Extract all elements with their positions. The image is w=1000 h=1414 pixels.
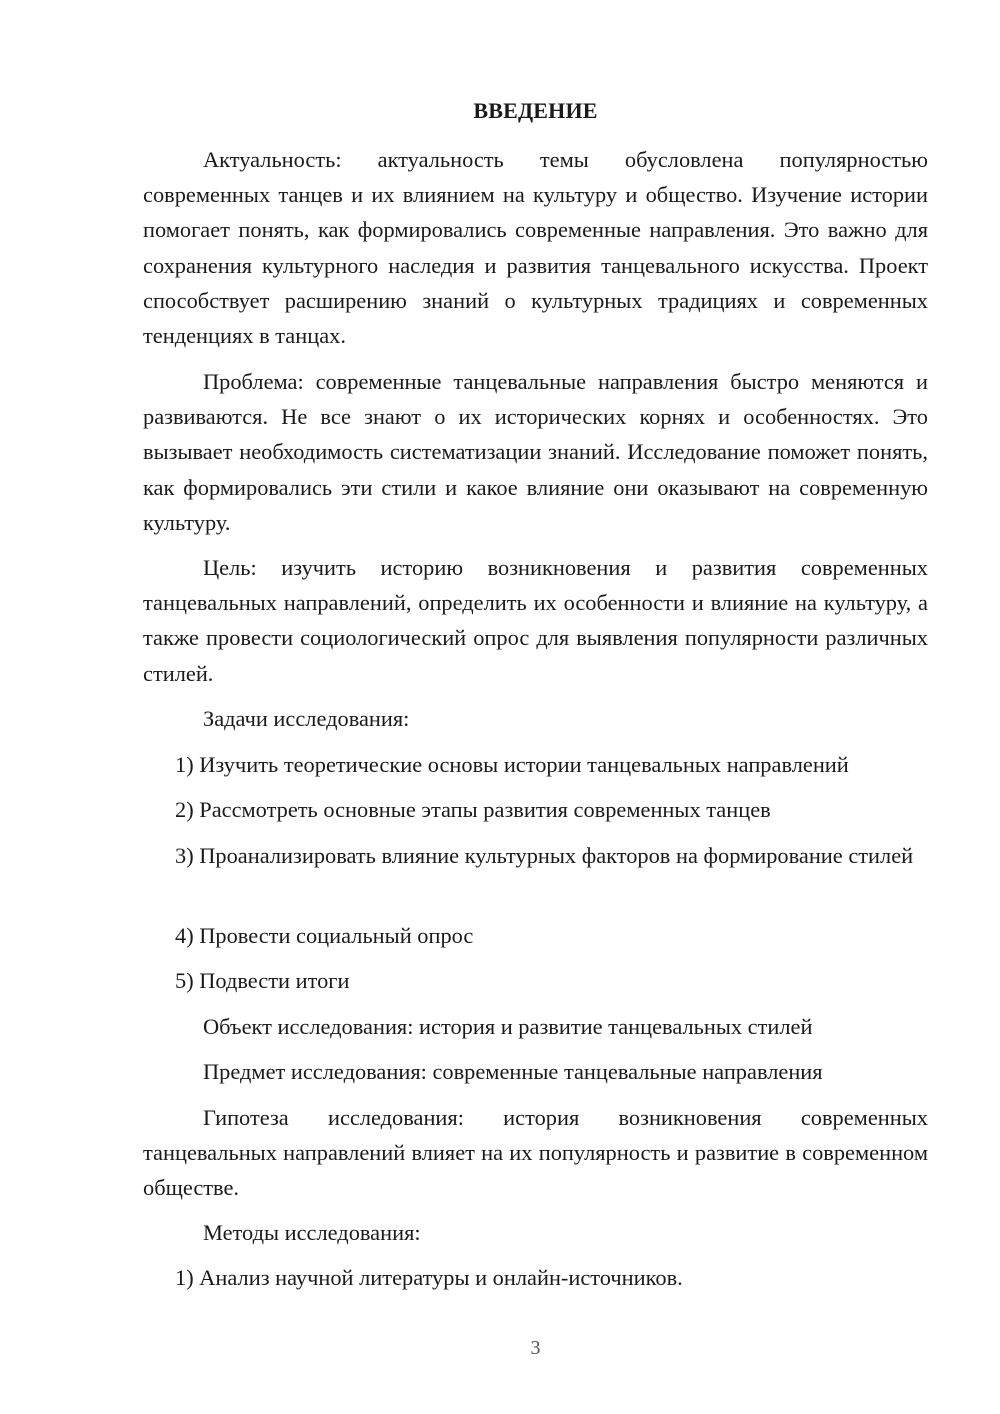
task-item-5: 5) Подвести итоги [175,968,350,993]
methods-heading: Методы исследования: [203,1220,421,1245]
document-page [143,0,928,1414]
paragraph-problem: Проблема: современные танцевальные направления быстро меняются и развиваются. Не все знают о их исторических корнях и особенностях. Это вызывает необходимость систематизации знаний. Исследование поможет понять, как формировались эти стили и какое влияние они оказывают на современную культуру. [143,369,928,535]
task-item-4: 4) Провести социальный опрос [175,923,474,948]
paragraph-relevance: Актуальность: актуальность темы обусловлена популярностью современных танцев и их влиянием на культуру и общество. Изучение истории помогает понять, как формировались современные направления. Это важно для сохранения культурного наследия и развития танцевального искусства. Проект способствует расширению знаний о культурных традициях и современных тенденциях в танцах. [143,147,928,349]
paragraph-subject: Предмет исследования: современные танцевальные направления [203,1059,823,1084]
task-item-2: 2) Рассмотреть основные этапы развития современных танцев [175,797,771,822]
task-item-1: 1) Изучить теоретические основы истории танцевальных направлений [175,752,849,777]
method-item-1: 1) Анализ научной литературы и онлайн-источников. [175,1265,683,1290]
paragraph-hypothesis: Гипотеза исследования: история возникновения современных танцевальных направлений влияет на их популярность и развитие в современном обществе. [143,1105,928,1201]
tasks-heading: Задачи исследования: [203,706,410,731]
paragraph-object: Объект исследования: история и развитие танцевальных стилей [203,1014,813,1039]
paragraph-goal: Цель: изучить историю возникновения и развития современных танцевальных направлений, определить их особенности и влияние на культуру, а также провести социологический опрос для выявления популярности различных стилей. [143,555,928,686]
page-number: 3 [530,1337,541,1359]
task-item-3: 3) Проанализировать влияние культурных факторов на формирование стилей [175,843,914,868]
page-title: ВВЕДЕНИЕ [473,98,598,123]
